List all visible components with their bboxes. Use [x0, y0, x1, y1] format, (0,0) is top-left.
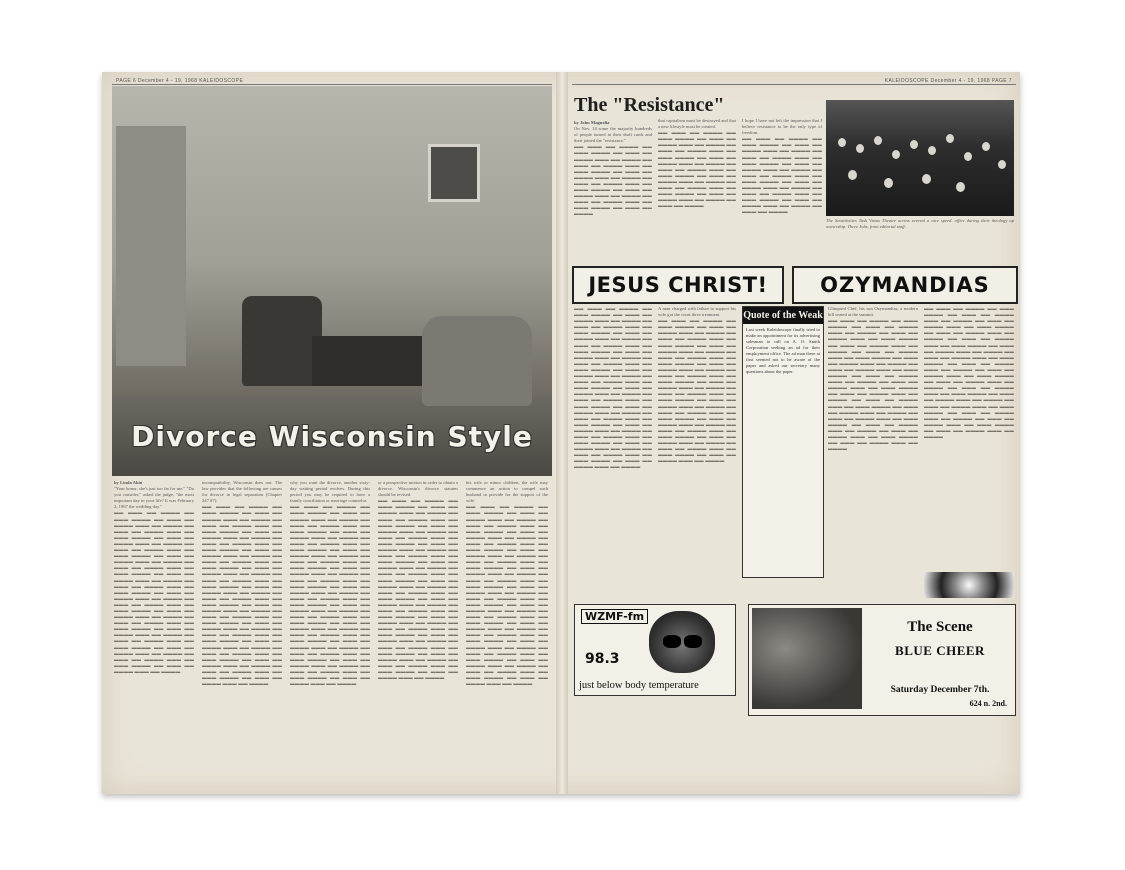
article-headline: Divorce Wisconsin Style: [131, 420, 533, 453]
byline: by Linda Akin: [114, 480, 143, 485]
right-lens-icon: [684, 635, 702, 648]
right-page-folio: KALEIDOSCOPE December 4 - 19, 1968 PAGE 7: [884, 78, 1012, 84]
swirl-illustration: [924, 572, 1014, 598]
resistance-headline: The "Resistance": [574, 94, 725, 116]
resistance-col1-text: On Nov. 14 some the majority hundreds of people turned in their draft cards and their joined the "resistance.": [574, 126, 652, 144]
newspaper-spread: [102, 72, 1020, 794]
photo-door: [116, 126, 186, 366]
jesus-column-1: [574, 306, 652, 594]
scene-band: BLUE CHEER: [895, 643, 985, 658]
ozymandias-column-2: [924, 306, 1014, 568]
quote-of-the-weak-box: [742, 306, 824, 578]
scene-address: 624 n. 2nd.: [969, 699, 1007, 708]
crowd-photo: [826, 100, 1014, 216]
resistance-column-1: [574, 120, 652, 260]
jesus-col2-filler: ▬▬ ▬▬▬ ▬▬ ▬▬▬▬ ▬▬ ▬▬▬ ▬▬▬▬ ▬▬ ▬▬▬ ▬▬ ▬▬▬▬ ▬▬▬ ▬▬ ▬▬▬▬ ▬▬ ▬▬▬ ▬▬ ▬▬▬▬ ▬▬▬ ▬▬ ▬▬▬ ▬▬▬▬ ▬▬ ▬▬▬ ▬▬ ▬▬▬▬ ▬▬▬ ▬▬ ▬▬▬▬ ▬▬ ▬▬▬ ▬▬ ▬▬▬▬ ▬▬▬ ▬▬ ▬▬▬ ▬▬▬▬ ▬▬ ▬▬▬ ▬▬ ▬▬▬▬ ▬▬▬ ▬▬ ▬▬▬▬ ▬▬ ▬▬▬ ▬▬ ▬▬▬▬ ▬▬▬ ▬▬ ▬▬▬ ▬▬▬▬ ▬▬ ▬▬▬ ▬▬ ▬▬▬▬ ▬▬▬ ▬▬ ▬▬▬▬ ▬▬ ▬▬▬ ▬▬ ▬▬▬▬ ▬▬▬ ▬▬ ▬▬▬ ▬▬▬▬ ▬▬ ▬▬▬ ▬▬ ▬▬▬▬ ▬▬▬ ▬▬ ▬▬▬▬ ▬▬ ▬▬▬ ▬▬ ▬▬▬▬ ▬▬▬ ▬▬ ▬▬▬ ▬▬▬▬ ▬▬ ▬▬▬ ▬▬ ▬▬▬▬ ▬▬▬ ▬▬ ▬▬▬▬ ▬▬ ▬▬▬ ▬▬ ▬▬▬▬ ▬▬▬ ▬▬ ▬▬▬ ▬▬▬▬ ▬▬ ▬▬▬ ▬▬ ▬▬▬▬ ▬▬▬ ▬▬ ▬▬▬▬ ▬▬ ▬▬▬ ▬▬ ▬▬▬▬ ▬▬▬ ▬▬ ▬▬▬ ▬▬▬▬ ▬▬ ▬▬▬ ▬▬ ▬▬▬▬ ▬▬▬ ▬▬ ▬▬▬▬: [658, 318, 736, 464]
jesus-christ-banner: JESUS CHRIST!: [572, 266, 784, 304]
sunglasses-face-illustration: [649, 611, 715, 673]
left-page: [102, 72, 556, 794]
left-column-3: [290, 480, 370, 786]
photo-wall-picture: [428, 144, 480, 202]
resistance-col1-filler: ▬▬ ▬▬▬ ▬▬ ▬▬▬▬ ▬▬ ▬▬▬ ▬▬▬▬ ▬▬ ▬▬▬ ▬▬ ▬▬▬▬ ▬▬▬ ▬▬ ▬▬▬▬ ▬▬ ▬▬▬ ▬▬ ▬▬▬▬ ▬▬▬ ▬▬ ▬▬▬ ▬▬▬▬ ▬▬ ▬▬▬ ▬▬ ▬▬▬▬ ▬▬▬ ▬▬ ▬▬▬▬ ▬▬ ▬▬▬ ▬▬ ▬▬▬▬ ▬▬▬ ▬▬ ▬▬▬ ▬▬▬▬ ▬▬ ▬▬▬ ▬▬ ▬▬▬▬ ▬▬▬ ▬▬ ▬▬▬▬ ▬▬ ▬▬▬ ▬▬ ▬▬▬▬ ▬▬▬ ▬▬ ▬▬▬ ▬▬▬▬ ▬▬ ▬▬▬ ▬▬ ▬▬▬▬: [574, 144, 652, 217]
photo-table: [312, 336, 422, 386]
resistance-col2-filler: ▬▬ ▬▬▬ ▬▬ ▬▬▬▬ ▬▬ ▬▬▬ ▬▬▬▬ ▬▬ ▬▬▬ ▬▬ ▬▬▬▬ ▬▬▬ ▬▬ ▬▬▬▬ ▬▬ ▬▬▬ ▬▬ ▬▬▬▬ ▬▬▬ ▬▬ ▬▬▬ ▬▬▬▬ ▬▬ ▬▬▬ ▬▬ ▬▬▬▬ ▬▬▬ ▬▬ ▬▬▬▬ ▬▬ ▬▬▬ ▬▬ ▬▬▬▬ ▬▬▬ ▬▬ ▬▬▬ ▬▬▬▬ ▬▬ ▬▬▬ ▬▬ ▬▬▬▬ ▬▬▬ ▬▬ ▬▬▬▬ ▬▬ ▬▬▬ ▬▬ ▬▬▬▬ ▬▬▬ ▬▬ ▬▬▬ ▬▬▬▬ ▬▬ ▬▬▬ ▬▬ ▬▬▬▬ ▬▬▬ ▬▬ ▬▬▬▬ ▬▬ ▬▬▬ ▬▬ ▬▬▬▬: [658, 130, 736, 209]
column-1-text: "Your honor, she's just too fat for me." "Do you consider," asked the judge, "the most important day in your life? It was February 2, 1967 the wedding day.": [114, 486, 194, 510]
column-3-filler: ▬▬ ▬▬▬ ▬▬ ▬▬▬▬ ▬▬ ▬▬▬ ▬▬▬▬ ▬▬ ▬▬▬ ▬▬ ▬▬▬▬ ▬▬▬ ▬▬ ▬▬▬▬ ▬▬ ▬▬▬ ▬▬ ▬▬▬▬ ▬▬▬ ▬▬ ▬▬▬ ▬▬▬▬ ▬▬ ▬▬▬ ▬▬ ▬▬▬▬ ▬▬▬ ▬▬ ▬▬▬▬ ▬▬ ▬▬▬ ▬▬ ▬▬▬▬ ▬▬▬ ▬▬ ▬▬▬ ▬▬▬▬ ▬▬ ▬▬▬ ▬▬ ▬▬▬▬ ▬▬▬ ▬▬ ▬▬▬▬ ▬▬ ▬▬▬ ▬▬ ▬▬▬▬ ▬▬▬ ▬▬ ▬▬▬ ▬▬▬▬ ▬▬ ▬▬▬ ▬▬ ▬▬▬▬ ▬▬▬ ▬▬ ▬▬▬▬ ▬▬ ▬▬▬ ▬▬ ▬▬▬▬ ▬▬▬ ▬▬ ▬▬▬ ▬▬▬▬ ▬▬ ▬▬▬ ▬▬ ▬▬▬▬ ▬▬▬ ▬▬ ▬▬▬▬ ▬▬ ▬▬▬ ▬▬ ▬▬▬▬ ▬▬▬ ▬▬ ▬▬▬ ▬▬▬▬ ▬▬ ▬▬▬ ▬▬ ▬▬▬▬ ▬▬▬ ▬▬ ▬▬▬▬ ▬▬ ▬▬▬ ▬▬ ▬▬▬▬ ▬▬▬ ▬▬ ▬▬▬ ▬▬▬▬ ▬▬ ▬▬▬ ▬▬ ▬▬▬▬ ▬▬▬ ▬▬ ▬▬▬▬ ▬▬ ▬▬▬ ▬▬ ▬▬▬▬ ▬▬▬ ▬▬ ▬▬▬ ▬▬▬▬ ▬▬ ▬▬▬ ▬▬ ▬▬▬▬ ▬▬▬ ▬▬ ▬▬▬▬ ▬▬ ▬▬▬ ▬▬ ▬▬▬▬ ▬▬▬ ▬▬ ▬▬▬ ▬▬▬▬ ▬▬ ▬▬▬ ▬▬ ▬▬▬▬ ▬▬▬ ▬▬ ▬▬▬▬ ▬▬ ▬▬▬ ▬▬ ▬▬▬▬ ▬▬▬ ▬▬ ▬▬▬ ▬▬▬▬ ▬▬ ▬▬▬ ▬▬ ▬▬▬▬ ▬▬▬ ▬▬ ▬▬▬▬: [290, 504, 370, 687]
left-page-folio: PAGE 6 December 4 - 19, 1968 KALEIDOSCOPE: [116, 78, 244, 84]
jesus-column-2: [658, 306, 736, 594]
column-2-filler: ▬▬ ▬▬▬ ▬▬ ▬▬▬▬ ▬▬ ▬▬▬ ▬▬▬▬ ▬▬ ▬▬▬ ▬▬ ▬▬▬▬ ▬▬▬ ▬▬ ▬▬▬▬ ▬▬ ▬▬▬ ▬▬ ▬▬▬▬ ▬▬▬ ▬▬ ▬▬▬ ▬▬▬▬ ▬▬ ▬▬▬ ▬▬ ▬▬▬▬ ▬▬▬ ▬▬ ▬▬▬▬ ▬▬ ▬▬▬ ▬▬ ▬▬▬▬ ▬▬▬ ▬▬ ▬▬▬ ▬▬▬▬ ▬▬ ▬▬▬ ▬▬ ▬▬▬▬ ▬▬▬ ▬▬ ▬▬▬▬ ▬▬ ▬▬▬ ▬▬ ▬▬▬▬ ▬▬▬ ▬▬ ▬▬▬ ▬▬▬▬ ▬▬ ▬▬▬ ▬▬ ▬▬▬▬ ▬▬▬ ▬▬ ▬▬▬▬ ▬▬ ▬▬▬ ▬▬ ▬▬▬▬ ▬▬▬ ▬▬ ▬▬▬ ▬▬▬▬ ▬▬ ▬▬▬ ▬▬ ▬▬▬▬ ▬▬▬ ▬▬ ▬▬▬▬ ▬▬ ▬▬▬ ▬▬ ▬▬▬▬ ▬▬▬ ▬▬ ▬▬▬ ▬▬▬▬ ▬▬ ▬▬▬ ▬▬ ▬▬▬▬ ▬▬▬ ▬▬ ▬▬▬▬ ▬▬ ▬▬▬ ▬▬ ▬▬▬▬ ▬▬▬ ▬▬ ▬▬▬ ▬▬▬▬ ▬▬ ▬▬▬ ▬▬ ▬▬▬▬ ▬▬▬ ▬▬ ▬▬▬▬ ▬▬ ▬▬▬ ▬▬ ▬▬▬▬ ▬▬▬ ▬▬ ▬▬▬ ▬▬▬▬ ▬▬ ▬▬▬ ▬▬ ▬▬▬▬ ▬▬▬ ▬▬ ▬▬▬▬ ▬▬ ▬▬▬ ▬▬ ▬▬▬▬ ▬▬▬ ▬▬ ▬▬▬ ▬▬▬▬ ▬▬ ▬▬▬ ▬▬ ▬▬▬▬ ▬▬▬ ▬▬ ▬▬▬▬ ▬▬ ▬▬▬ ▬▬ ▬▬▬▬ ▬▬▬ ▬▬ ▬▬▬ ▬▬▬▬ ▬▬ ▬▬▬ ▬▬ ▬▬▬▬ ▬▬▬ ▬▬ ▬▬▬▬: [202, 504, 282, 687]
resistance-byline: by John Magnolia: [574, 120, 610, 125]
resistance-col3-filler: ▬▬ ▬▬▬ ▬▬ ▬▬▬▬ ▬▬ ▬▬▬ ▬▬▬▬ ▬▬ ▬▬▬ ▬▬ ▬▬▬▬ ▬▬▬ ▬▬ ▬▬▬▬ ▬▬ ▬▬▬ ▬▬ ▬▬▬▬ ▬▬▬ ▬▬ ▬▬▬ ▬▬▬▬ ▬▬ ▬▬▬ ▬▬ ▬▬▬▬ ▬▬▬ ▬▬ ▬▬▬▬ ▬▬ ▬▬▬ ▬▬ ▬▬▬▬ ▬▬▬ ▬▬ ▬▬▬ ▬▬▬▬ ▬▬ ▬▬▬ ▬▬ ▬▬▬▬ ▬▬▬ ▬▬ ▬▬▬▬ ▬▬ ▬▬▬ ▬▬ ▬▬▬▬ ▬▬▬ ▬▬ ▬▬▬ ▬▬▬▬ ▬▬ ▬▬▬ ▬▬ ▬▬▬▬ ▬▬▬ ▬▬ ▬▬▬▬ ▬▬ ▬▬▬ ▬▬ ▬▬▬▬: [742, 136, 822, 215]
jesus-col2-text: A man charged with failure to support his wife got the court three treatment.: [658, 306, 736, 318]
resistance-column-3: [742, 118, 822, 260]
ozymandias-banner: OZYMANDIAS: [792, 266, 1018, 304]
right-header-rule: [572, 84, 1016, 85]
quote-body: Last week Kaleidoscope finally tried to make an appointment for its advertising salesman to call on A. O. Smith Corporation seeking an ad for their employment office. The ad man there at first seemed not to be aware of the paper and asked our secretary many questions about the paper.: [746, 327, 820, 374]
ozymandias-col2-filler: ▬▬ ▬▬▬ ▬▬ ▬▬▬▬ ▬▬ ▬▬▬ ▬▬▬▬ ▬▬ ▬▬▬ ▬▬ ▬▬▬▬ ▬▬▬ ▬▬ ▬▬▬▬ ▬▬ ▬▬▬ ▬▬ ▬▬▬▬ ▬▬▬ ▬▬ ▬▬▬ ▬▬▬▬ ▬▬ ▬▬▬ ▬▬ ▬▬▬▬ ▬▬▬ ▬▬ ▬▬▬▬ ▬▬ ▬▬▬ ▬▬ ▬▬▬▬ ▬▬▬ ▬▬ ▬▬▬ ▬▬▬▬ ▬▬ ▬▬▬ ▬▬ ▬▬▬▬ ▬▬▬ ▬▬ ▬▬▬▬ ▬▬ ▬▬▬ ▬▬ ▬▬▬▬ ▬▬▬ ▬▬ ▬▬▬ ▬▬▬▬ ▬▬ ▬▬▬ ▬▬ ▬▬▬▬ ▬▬▬ ▬▬ ▬▬▬▬ ▬▬ ▬▬▬ ▬▬ ▬▬▬▬ ▬▬▬ ▬▬ ▬▬▬ ▬▬▬▬ ▬▬ ▬▬▬ ▬▬ ▬▬▬▬ ▬▬▬ ▬▬ ▬▬▬▬ ▬▬ ▬▬▬ ▬▬ ▬▬▬▬ ▬▬▬ ▬▬ ▬▬▬ ▬▬▬▬ ▬▬ ▬▬▬ ▬▬ ▬▬▬▬ ▬▬▬ ▬▬ ▬▬▬▬ ▬▬ ▬▬▬ ▬▬ ▬▬▬▬ ▬▬▬ ▬▬ ▬▬▬ ▬▬▬▬ ▬▬ ▬▬▬ ▬▬ ▬▬▬▬ ▬▬▬ ▬▬ ▬▬▬▬ ▬▬ ▬▬▬ ▬▬ ▬▬▬▬ ▬▬▬ ▬▬ ▬▬▬ ▬▬▬▬ ▬▬ ▬▬▬ ▬▬ ▬▬▬▬ ▬▬▬ ▬▬ ▬▬▬▬: [924, 306, 1014, 439]
ozymandias-col1-text: Glimpsed Chef, his sun Ozymandias, a modern hill seated at the summit.: [828, 306, 918, 318]
photo-chair: [242, 296, 322, 386]
jesus-col1-filler: ▬▬ ▬▬▬ ▬▬ ▬▬▬▬ ▬▬ ▬▬▬ ▬▬▬▬ ▬▬ ▬▬▬ ▬▬ ▬▬▬▬ ▬▬▬ ▬▬ ▬▬▬▬ ▬▬ ▬▬▬ ▬▬ ▬▬▬▬ ▬▬▬ ▬▬ ▬▬▬ ▬▬▬▬ ▬▬ ▬▬▬ ▬▬ ▬▬▬▬ ▬▬▬ ▬▬ ▬▬▬▬ ▬▬ ▬▬▬ ▬▬ ▬▬▬▬ ▬▬▬ ▬▬ ▬▬▬ ▬▬▬▬ ▬▬ ▬▬▬ ▬▬ ▬▬▬▬ ▬▬▬ ▬▬ ▬▬▬▬ ▬▬ ▬▬▬ ▬▬ ▬▬▬▬ ▬▬▬ ▬▬ ▬▬▬ ▬▬▬▬ ▬▬ ▬▬▬ ▬▬ ▬▬▬▬ ▬▬▬ ▬▬ ▬▬▬▬ ▬▬ ▬▬▬ ▬▬ ▬▬▬▬ ▬▬▬ ▬▬ ▬▬▬ ▬▬▬▬ ▬▬ ▬▬▬ ▬▬ ▬▬▬▬ ▬▬▬ ▬▬ ▬▬▬▬ ▬▬ ▬▬▬ ▬▬ ▬▬▬▬ ▬▬▬ ▬▬ ▬▬▬ ▬▬▬▬ ▬▬ ▬▬▬ ▬▬ ▬▬▬▬ ▬▬▬ ▬▬ ▬▬▬▬ ▬▬ ▬▬▬ ▬▬ ▬▬▬▬ ▬▬▬ ▬▬ ▬▬▬ ▬▬▬▬ ▬▬ ▬▬▬ ▬▬ ▬▬▬▬ ▬▬▬ ▬▬ ▬▬▬▬ ▬▬ ▬▬▬ ▬▬ ▬▬▬▬ ▬▬▬ ▬▬ ▬▬▬ ▬▬▬▬ ▬▬ ▬▬▬ ▬▬ ▬▬▬▬ ▬▬▬ ▬▬ ▬▬▬▬ ▬▬ ▬▬▬ ▬▬ ▬▬▬▬ ▬▬▬ ▬▬ ▬▬▬ ▬▬▬▬ ▬▬ ▬▬▬ ▬▬ ▬▬▬▬ ▬▬▬ ▬▬ ▬▬▬▬: [574, 306, 652, 470]
photo-sofa: [422, 316, 532, 406]
column-5-filler: ▬▬ ▬▬▬ ▬▬ ▬▬▬▬ ▬▬ ▬▬▬ ▬▬▬▬ ▬▬ ▬▬▬ ▬▬ ▬▬▬▬ ▬▬▬ ▬▬ ▬▬▬▬ ▬▬ ▬▬▬ ▬▬ ▬▬▬▬ ▬▬▬ ▬▬ ▬▬▬ ▬▬▬▬ ▬▬ ▬▬▬ ▬▬ ▬▬▬▬ ▬▬▬ ▬▬ ▬▬▬▬ ▬▬ ▬▬▬ ▬▬ ▬▬▬▬ ▬▬▬ ▬▬ ▬▬▬ ▬▬▬▬ ▬▬ ▬▬▬ ▬▬ ▬▬▬▬ ▬▬▬ ▬▬ ▬▬▬▬ ▬▬ ▬▬▬ ▬▬ ▬▬▬▬ ▬▬▬ ▬▬ ▬▬▬ ▬▬▬▬ ▬▬ ▬▬▬ ▬▬ ▬▬▬▬ ▬▬▬ ▬▬ ▬▬▬▬ ▬▬ ▬▬▬ ▬▬ ▬▬▬▬ ▬▬▬ ▬▬ ▬▬▬ ▬▬▬▬ ▬▬ ▬▬▬ ▬▬ ▬▬▬▬ ▬▬▬ ▬▬ ▬▬▬▬ ▬▬ ▬▬▬ ▬▬ ▬▬▬▬ ▬▬▬ ▬▬ ▬▬▬ ▬▬▬▬ ▬▬ ▬▬▬ ▬▬ ▬▬▬▬ ▬▬▬ ▬▬ ▬▬▬▬ ▬▬ ▬▬▬ ▬▬ ▬▬▬▬ ▬▬▬ ▬▬ ▬▬▬ ▬▬▬▬ ▬▬ ▬▬▬ ▬▬ ▬▬▬▬ ▬▬▬ ▬▬ ▬▬▬▬ ▬▬ ▬▬▬ ▬▬ ▬▬▬▬ ▬▬▬ ▬▬ ▬▬▬ ▬▬▬▬ ▬▬ ▬▬▬ ▬▬ ▬▬▬▬ ▬▬▬ ▬▬ ▬▬▬▬ ▬▬ ▬▬▬ ▬▬ ▬▬▬▬ ▬▬▬ ▬▬ ▬▬▬ ▬▬▬▬ ▬▬ ▬▬▬ ▬▬ ▬▬▬▬ ▬▬▬ ▬▬ ▬▬▬▬ ▬▬ ▬▬▬ ▬▬ ▬▬▬▬ ▬▬▬ ▬▬ ▬▬▬ ▬▬▬▬ ▬▬ ▬▬▬ ▬▬ ▬▬▬▬ ▬▬▬ ▬▬ ▬▬▬▬: [466, 504, 548, 687]
column-3-text: why you want the divorce, another sixty-day waiting period evolves. During this period you may be required to have a family conciliation or marriage counselor.: [290, 480, 370, 504]
ozymandias-col1-filler: ▬▬ ▬▬▬ ▬▬ ▬▬▬▬ ▬▬ ▬▬▬ ▬▬▬▬ ▬▬ ▬▬▬ ▬▬ ▬▬▬▬ ▬▬▬ ▬▬ ▬▬▬▬ ▬▬ ▬▬▬ ▬▬ ▬▬▬▬ ▬▬▬ ▬▬ ▬▬▬ ▬▬▬▬ ▬▬ ▬▬▬ ▬▬ ▬▬▬▬ ▬▬▬ ▬▬ ▬▬▬▬ ▬▬ ▬▬▬ ▬▬ ▬▬▬▬ ▬▬▬ ▬▬ ▬▬▬ ▬▬▬▬ ▬▬ ▬▬▬ ▬▬ ▬▬▬▬ ▬▬▬ ▬▬ ▬▬▬▬ ▬▬ ▬▬▬ ▬▬ ▬▬▬▬ ▬▬▬ ▬▬ ▬▬▬ ▬▬▬▬ ▬▬ ▬▬▬ ▬▬ ▬▬▬▬ ▬▬▬ ▬▬ ▬▬▬▬ ▬▬ ▬▬▬ ▬▬ ▬▬▬▬ ▬▬▬ ▬▬ ▬▬▬ ▬▬▬▬ ▬▬ ▬▬▬ ▬▬ ▬▬▬▬ ▬▬▬ ▬▬ ▬▬▬▬ ▬▬ ▬▬▬ ▬▬ ▬▬▬▬ ▬▬▬ ▬▬ ▬▬▬ ▬▬▬▬ ▬▬ ▬▬▬ ▬▬ ▬▬▬▬ ▬▬▬ ▬▬ ▬▬▬▬ ▬▬ ▬▬▬ ▬▬ ▬▬▬▬ ▬▬▬ ▬▬ ▬▬▬ ▬▬▬▬ ▬▬ ▬▬▬ ▬▬ ▬▬▬▬ ▬▬▬ ▬▬ ▬▬▬▬ ▬▬ ▬▬▬ ▬▬ ▬▬▬▬ ▬▬▬ ▬▬ ▬▬▬ ▬▬▬▬ ▬▬ ▬▬▬ ▬▬ ▬▬▬▬ ▬▬▬ ▬▬ ▬▬▬▬: [828, 318, 918, 452]
center-fold: [556, 72, 568, 794]
left-header-rule: [112, 84, 552, 85]
band-photo: [752, 608, 862, 709]
radio-station-name: WZMF-fm: [581, 609, 648, 624]
left-column-5: [466, 480, 548, 786]
column-4-text: or a prospective motion in order to obtain a divorce. Wisconsin's divorce statutes should be revised.: [378, 480, 458, 498]
quote-title: Quote of the Weak: [743, 307, 823, 324]
crowd-photo-caption: The Sensitivities Task Vistas Theatre across several a nice speed. office during their theology up ownership. Three Jobs, front editorial staff.: [826, 218, 1014, 230]
resistance-col2-text: that capitalism must be destroyed and that a new lifestyle must be created.: [658, 118, 736, 130]
left-column-2: [202, 480, 282, 786]
column-1-filler: ▬▬ ▬▬▬ ▬▬ ▬▬▬▬ ▬▬ ▬▬▬ ▬▬▬▬ ▬▬ ▬▬▬ ▬▬ ▬▬▬▬ ▬▬▬ ▬▬ ▬▬▬▬ ▬▬ ▬▬▬ ▬▬ ▬▬▬▬ ▬▬▬ ▬▬ ▬▬▬ ▬▬▬▬ ▬▬ ▬▬▬ ▬▬ ▬▬▬▬ ▬▬▬ ▬▬ ▬▬▬▬ ▬▬ ▬▬▬ ▬▬ ▬▬▬▬ ▬▬▬ ▬▬ ▬▬▬ ▬▬▬▬ ▬▬ ▬▬▬ ▬▬ ▬▬▬▬ ▬▬▬ ▬▬ ▬▬▬▬ ▬▬ ▬▬▬ ▬▬ ▬▬▬▬ ▬▬▬ ▬▬ ▬▬▬ ▬▬▬▬ ▬▬ ▬▬▬ ▬▬ ▬▬▬▬ ▬▬▬ ▬▬ ▬▬▬▬ ▬▬ ▬▬▬ ▬▬ ▬▬▬▬ ▬▬▬ ▬▬ ▬▬▬ ▬▬▬▬ ▬▬ ▬▬▬ ▬▬ ▬▬▬▬ ▬▬▬ ▬▬ ▬▬▬▬ ▬▬ ▬▬▬ ▬▬ ▬▬▬▬ ▬▬▬ ▬▬ ▬▬▬ ▬▬▬▬ ▬▬ ▬▬▬ ▬▬ ▬▬▬▬ ▬▬▬ ▬▬ ▬▬▬▬ ▬▬ ▬▬▬ ▬▬ ▬▬▬▬ ▬▬▬ ▬▬ ▬▬▬ ▬▬▬▬ ▬▬ ▬▬▬ ▬▬ ▬▬▬▬ ▬▬▬ ▬▬ ▬▬▬▬ ▬▬ ▬▬▬ ▬▬ ▬▬▬▬ ▬▬▬ ▬▬ ▬▬▬ ▬▬▬▬ ▬▬ ▬▬▬ ▬▬ ▬▬▬▬ ▬▬▬ ▬▬ ▬▬▬▬ ▬▬ ▬▬▬ ▬▬ ▬▬▬▬ ▬▬▬ ▬▬ ▬▬▬ ▬▬▬▬ ▬▬ ▬▬▬ ▬▬ ▬▬▬▬ ▬▬▬ ▬▬ ▬▬▬▬: [114, 510, 194, 674]
article-photo: [112, 86, 552, 476]
column-5-text: his wife or minor children, the wife may commence an action to compel such husband to provide for the support of the wife.: [466, 480, 548, 504]
resistance-column-2: [658, 118, 736, 260]
left-lens-icon: [663, 635, 681, 648]
right-page: [568, 72, 1020, 794]
the-scene-ad: [748, 604, 1016, 716]
column-4-filler: ▬▬ ▬▬▬ ▬▬ ▬▬▬▬ ▬▬ ▬▬▬ ▬▬▬▬ ▬▬ ▬▬▬ ▬▬ ▬▬▬▬ ▬▬▬ ▬▬ ▬▬▬▬ ▬▬ ▬▬▬ ▬▬ ▬▬▬▬ ▬▬▬ ▬▬ ▬▬▬ ▬▬▬▬ ▬▬ ▬▬▬ ▬▬ ▬▬▬▬ ▬▬▬ ▬▬ ▬▬▬▬ ▬▬ ▬▬▬ ▬▬ ▬▬▬▬ ▬▬▬ ▬▬ ▬▬▬ ▬▬▬▬ ▬▬ ▬▬▬ ▬▬ ▬▬▬▬ ▬▬▬ ▬▬ ▬▬▬▬ ▬▬ ▬▬▬ ▬▬ ▬▬▬▬ ▬▬▬ ▬▬ ▬▬▬ ▬▬▬▬ ▬▬ ▬▬▬ ▬▬ ▬▬▬▬ ▬▬▬ ▬▬ ▬▬▬▬ ▬▬ ▬▬▬ ▬▬ ▬▬▬▬ ▬▬▬ ▬▬ ▬▬▬ ▬▬▬▬ ▬▬ ▬▬▬ ▬▬ ▬▬▬▬ ▬▬▬ ▬▬ ▬▬▬▬ ▬▬ ▬▬▬ ▬▬ ▬▬▬▬ ▬▬▬ ▬▬ ▬▬▬ ▬▬▬▬ ▬▬ ▬▬▬ ▬▬ ▬▬▬▬ ▬▬▬ ▬▬ ▬▬▬▬ ▬▬ ▬▬▬ ▬▬ ▬▬▬▬ ▬▬▬ ▬▬ ▬▬▬ ▬▬▬▬ ▬▬ ▬▬▬ ▬▬ ▬▬▬▬ ▬▬▬ ▬▬ ▬▬▬▬ ▬▬ ▬▬▬ ▬▬ ▬▬▬▬ ▬▬▬ ▬▬ ▬▬▬ ▬▬▬▬ ▬▬ ▬▬▬ ▬▬ ▬▬▬▬ ▬▬▬ ▬▬ ▬▬▬▬ ▬▬ ▬▬▬ ▬▬ ▬▬▬▬ ▬▬▬ ▬▬ ▬▬▬ ▬▬▬▬ ▬▬ ▬▬▬ ▬▬ ▬▬▬▬ ▬▬▬ ▬▬ ▬▬▬▬ ▬▬ ▬▬▬ ▬▬ ▬▬▬▬ ▬▬▬ ▬▬ ▬▬▬ ▬▬▬▬ ▬▬ ▬▬▬ ▬▬ ▬▬▬▬ ▬▬▬ ▬▬ ▬▬▬▬: [378, 498, 458, 680]
column-2-text: incompatibility, Wisconsin does not. The law provides that the following are causes for divorce in legal separation (Chapter 247.07):: [202, 480, 282, 504]
ozymandias-column-1: [828, 306, 918, 568]
left-column-1: [114, 480, 194, 786]
scene-title: The Scene: [907, 619, 973, 635]
wzmf-radio-ad: [574, 604, 736, 696]
resistance-col3-text: I hope I have not left the impression that I believe resistance to be the only type of freedom.: [742, 118, 822, 136]
radio-frequency: 98.3: [585, 651, 620, 667]
scene-date: Saturday December 7th.: [890, 685, 990, 695]
radio-tagline: just below body temperature: [579, 680, 699, 691]
left-column-4: [378, 480, 458, 786]
